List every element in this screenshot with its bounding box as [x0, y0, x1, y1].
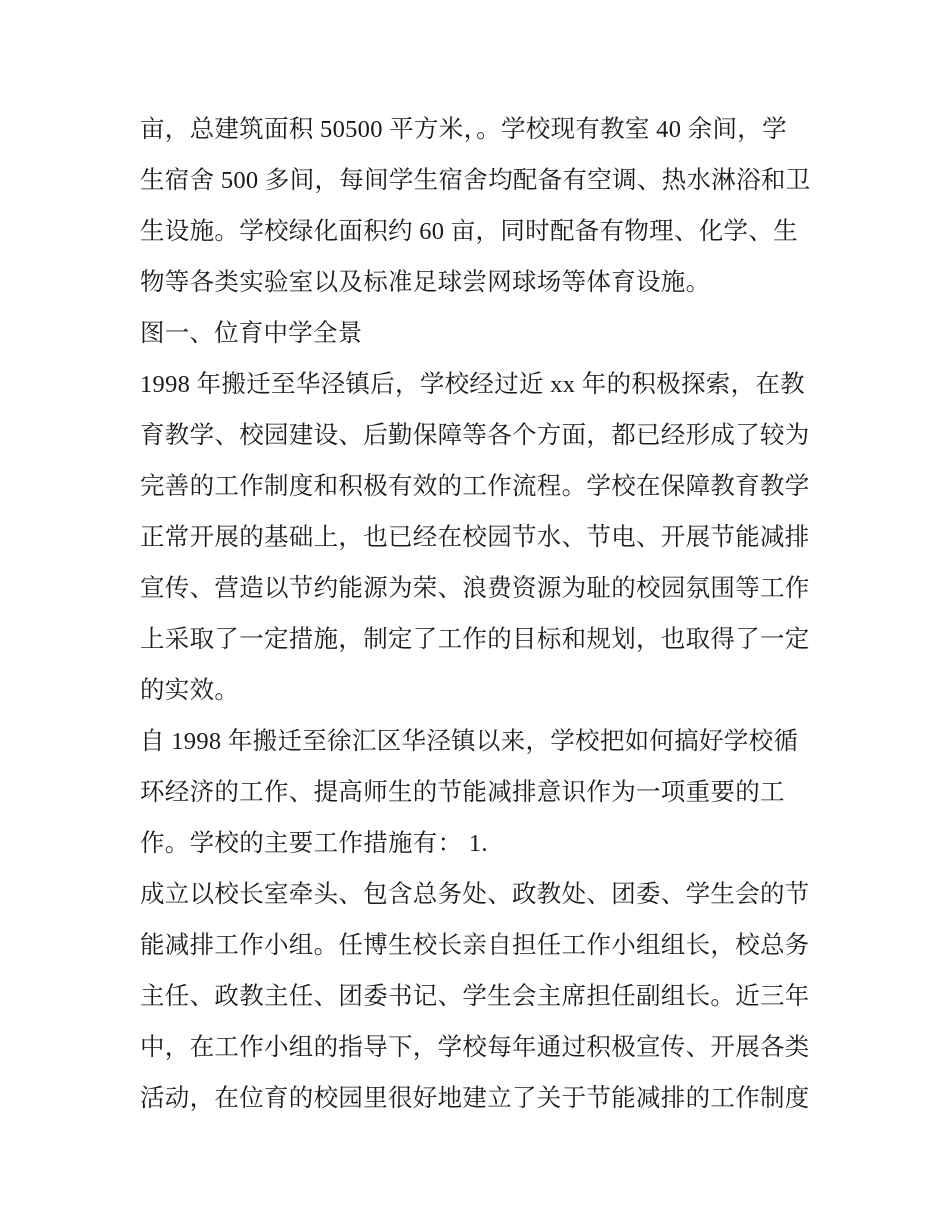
text-line: 作。学校的主要工作措施有： 1.	[140, 830, 488, 857]
text-line: 成立以校长室牵头、包含总务处、政教处、团委、学生会的节	[140, 881, 810, 908]
text-line: 亩，总建筑面积 50500 平方米，。学校现有教室 40 余间，学	[140, 116, 787, 143]
text-line: 完善的工作制度和积极有效的工作流程。学校在保障教育教学	[140, 473, 810, 500]
text-line: 环经济的工作、提高师生的节能减排意识作为一项重要的工	[140, 779, 785, 806]
text-line: 正常开展的基础上，也已经在校园节水、节电、开展节能减排	[140, 524, 810, 551]
text-line: 上采取了一定措施，制定了工作的目标和规划，也取得了一定	[140, 626, 810, 653]
text-line: 活动，在位育的校园里很好地建立了关于节能减排的工作制度	[140, 1085, 810, 1112]
body-text	[140, 104, 820, 1124]
figure-caption: 图一、位育中学全景	[140, 320, 363, 347]
text-line: 宣传、营造以节约能源为荣、浪费资源为耻的校园氛围等工作	[140, 575, 810, 602]
text-line: 能减排工作小组。任博生校长亲自担任工作小组组长，校总务	[140, 932, 810, 959]
text-line: 生宿舍 500 多间，每间学生宿舍均配备有空调、热水淋浴和卫	[140, 167, 811, 194]
text-line: 自 1998 年搬迁至徐汇区华泾镇以来，学校把如何搞好学校循	[140, 728, 799, 755]
text-line: 1998 年搬迁至华泾镇后，学校经过近 xx 年的积极探索，在教	[140, 371, 805, 398]
text-line: 的实效。	[140, 677, 240, 704]
text-line: 中，在工作小组的指导下，学校每年通过积极宣传、开展各类	[140, 1034, 810, 1061]
text-line: 育教学、校园建设、后勤保障等各个方面，都已经形成了较为	[140, 422, 810, 449]
text-line: 主任、政教主任、团委书记、学生会主席担任副组长。近三年	[140, 983, 810, 1010]
text-line: 物等各类实验室以及标准足球尝网球场等体育设施。	[140, 269, 711, 296]
text-line: 生设施。学校绿化面积约 60 亩，同时配备有物理、化学、生	[140, 218, 798, 245]
